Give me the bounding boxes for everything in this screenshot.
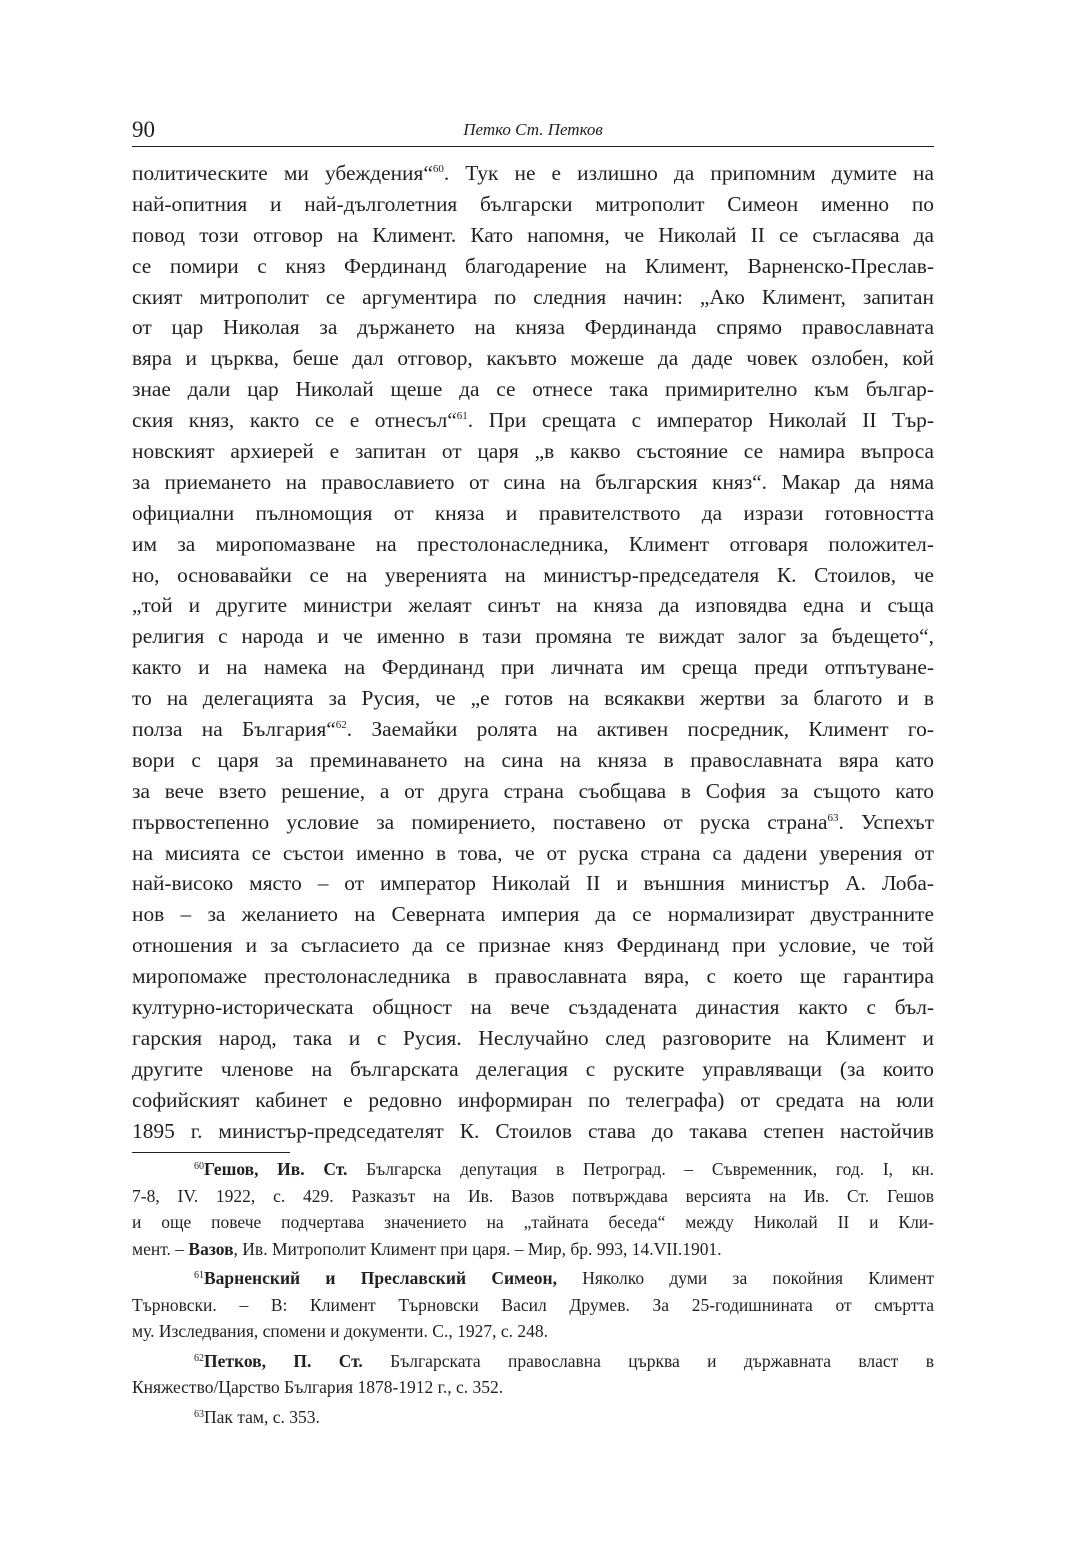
text-line xyxy=(132,498,934,529)
text-line xyxy=(132,436,934,467)
footnote-text: Българската православна църква и държавната власт в xyxy=(362,1350,934,1371)
text-line xyxy=(132,992,934,1023)
line-text: културно-историческата общност на вече създадената династия както с бъл- xyxy=(132,995,934,1020)
line-text: първостепенно условие за помирението, поставено от руска страна xyxy=(132,809,828,834)
footnote-author: Гешов, Ив. Ст. xyxy=(204,1159,348,1179)
footnote-text: и още повече подчертава значението на „тайната беседа“ между Николай II и Кли- xyxy=(132,1212,934,1232)
footnote-number: 61 xyxy=(194,1270,204,1281)
text-line xyxy=(132,745,934,776)
line-text: за вече взето решение, а от друга страна съобщава в София за същото като xyxy=(132,778,934,803)
text-line xyxy=(132,621,934,652)
text-line xyxy=(132,405,934,436)
line-text: вяра и църква, беше дал отговор, какъвто можеше да даде човек озлобен, кой xyxy=(132,346,934,371)
text-line xyxy=(132,714,934,745)
line-text: то на делегацията за Русия, че „е готов на всякакви жертви за благото и в xyxy=(132,686,934,711)
line-text: нов – за желанието на Северната империя да се нормализират двустранните xyxy=(132,902,934,927)
footnote-line xyxy=(132,1236,934,1263)
line-text: новският архиерей е запитан от царя „в какво състояние се намира въпроса xyxy=(132,439,934,464)
footnote-line xyxy=(132,1404,934,1431)
text-line xyxy=(132,776,934,807)
text-line xyxy=(132,158,934,189)
line-text: ският митрополит се аргументира по следния начин: „Ако Климент, запитан xyxy=(132,284,934,309)
page-header xyxy=(132,116,934,147)
line-text: религия с народа и че именно в тази промяна те виждат залог за бъдещето“, xyxy=(132,624,934,649)
text-line xyxy=(132,189,934,220)
text-line xyxy=(132,560,934,591)
line-text: . Заемайки ролята на активен посредник, Климент го- xyxy=(346,717,934,742)
text-line xyxy=(132,1023,934,1054)
footnote xyxy=(132,1156,934,1262)
text-line xyxy=(132,1116,934,1147)
line-text: но, основавайки се на уверенията на министър-председателя К. Стоилов, че xyxy=(132,562,934,587)
line-text: на мисията се състои именно в това, че от руска страна са дадени уверения от xyxy=(132,840,934,865)
line-text: от цар Николая за държането на княза Фердинанда спрямо православната xyxy=(132,315,934,340)
text-line xyxy=(132,1085,934,1116)
line-text: отношения и за съгласието да се признае княз Фердинанд при условие, че той xyxy=(132,933,934,958)
footnotes xyxy=(132,1156,934,1433)
line-text: най-високо място – от император Николай II и външния министър А. Лоба- xyxy=(132,871,934,896)
running-head: Петко Ст. Петков xyxy=(463,120,603,139)
text-line xyxy=(132,683,934,714)
line-text: . При срещата с император Николай II Тър- xyxy=(467,408,934,433)
footnote-text: , Ив. Митрополит Климент при царя. – Мир, бр. 993, 14.VII.1901. xyxy=(233,1238,722,1259)
line-text: повод този отговор на Климент. Като напомня, че Николай II се съгласява да xyxy=(132,222,934,247)
footnote-line xyxy=(132,1318,934,1345)
text-line xyxy=(132,467,934,498)
text-line xyxy=(132,251,934,282)
footnote-text: Няколко думи за покойния Климент xyxy=(556,1268,934,1288)
line-text: за приемането на православието от сина на българския княз“. Макар да няма xyxy=(132,469,934,494)
footnote-author: Вазов xyxy=(188,1238,234,1259)
line-text: „той и другите министри желаят синът на княза да изповядва една и съща xyxy=(132,593,934,618)
line-text: софийският кабинет е редовно информиран по телеграфа) от средата на юли xyxy=(132,1087,934,1112)
line-text: се помири с княз Фердинанд благодарение на Климент, Варненско-Преслав- xyxy=(132,253,934,278)
text-line xyxy=(132,343,934,374)
footnote-line xyxy=(132,1292,934,1319)
line-text: другите членове на българската делегация с руските управляващи (за които xyxy=(132,1056,934,1081)
main-text xyxy=(132,158,934,1147)
line-text: политическите ми убеждения“ xyxy=(132,161,433,185)
footnote-line xyxy=(132,1374,934,1401)
page-number: 90 xyxy=(132,117,155,142)
footnote-author: Петков, П. Ст. xyxy=(204,1350,363,1371)
line-text: както и на намека на Фердинанд при личната им среща преди отпътуване- xyxy=(132,655,934,680)
line-text: ския княз, както се е отнесъл“ xyxy=(132,408,457,433)
footnote-ref: 63 xyxy=(827,811,839,824)
line-text: полза на България“ xyxy=(132,717,336,742)
line-text: най-опитния и най-дълголетния български митрополит Симеон именно по xyxy=(132,191,934,216)
footnote-text: мент. – xyxy=(132,1238,189,1259)
footnote-text: Княжество/Царство България 1878-1912 г., с. 352. xyxy=(132,1377,504,1397)
footnote-number: 62 xyxy=(194,1352,204,1364)
text-line xyxy=(132,529,934,560)
text-line xyxy=(132,312,934,343)
footnote-line xyxy=(132,1265,934,1292)
line-text: 1895 г. министър-председателят К. Стоилов става до такава степен настойчив xyxy=(132,1118,934,1143)
footnote xyxy=(132,1404,934,1431)
footnote-text: Българска депутация в Петроград. – Съвременник, год. I, кн. xyxy=(347,1159,934,1179)
footnote-ref: 62 xyxy=(335,719,347,732)
footnote-text: Търновски. – В: Климент Търновски Васил Друмев. За 25-годишнината от смъртта xyxy=(132,1294,934,1315)
text-line xyxy=(132,961,934,992)
line-text: . Тук не е излишно да припомним думите на xyxy=(443,161,934,185)
footnote-text: му. Изследвания, спомени и документи. С., 1927, с. 248. xyxy=(132,1321,548,1341)
text-line xyxy=(132,899,934,930)
text-line xyxy=(132,838,934,869)
text-line xyxy=(132,1054,934,1085)
text-line xyxy=(132,807,934,838)
footnote-text: 7-8, IV. 1922, с. 429. Разказът на Ив. Вазов потвърждава версията на Ив. Ст. Гешов xyxy=(132,1185,934,1206)
line-text: вори с царя за преминаването на сина на княза в православната вяра като xyxy=(132,747,934,772)
text-line xyxy=(132,374,934,405)
footnote-number: 63 xyxy=(194,1408,204,1420)
line-text: знае дали цар Николай щеше да се отнесе така примирително към българ- xyxy=(132,377,934,402)
footnote-line xyxy=(132,1183,934,1210)
text-line xyxy=(132,220,934,251)
footnote-author: Варненский и Преславский Симеон, xyxy=(204,1268,557,1288)
line-text: официални пълномощия от княза и правителството да изрази готовността xyxy=(132,500,934,525)
text-line xyxy=(132,652,934,683)
footnote-ref: 60 xyxy=(432,163,444,175)
footnote-separator xyxy=(132,1152,290,1153)
footnote-ref: 61 xyxy=(456,410,468,423)
text-line xyxy=(132,282,934,313)
footnote-line xyxy=(132,1209,934,1236)
text-line xyxy=(132,930,934,961)
line-text: . Успехът xyxy=(838,809,934,834)
footnote xyxy=(132,1348,934,1401)
footnote-line xyxy=(132,1348,934,1375)
text-line xyxy=(132,868,934,899)
line-text: миропомаже престолонаследника в православната вяра, с което ще гарантира xyxy=(132,964,934,989)
footnote-text: Пак там, с. 353. xyxy=(204,1406,320,1427)
footnote-line xyxy=(132,1156,934,1183)
line-text: им за миропомазване на престолонаследника, Климент отговаря положител- xyxy=(132,531,934,556)
footnote xyxy=(132,1265,934,1345)
footnote-number: 60 xyxy=(194,1161,204,1172)
line-text: гарския народ, така и с Русия. Неслучайно след разговорите на Климент и xyxy=(132,1025,934,1050)
text-line xyxy=(132,590,934,621)
